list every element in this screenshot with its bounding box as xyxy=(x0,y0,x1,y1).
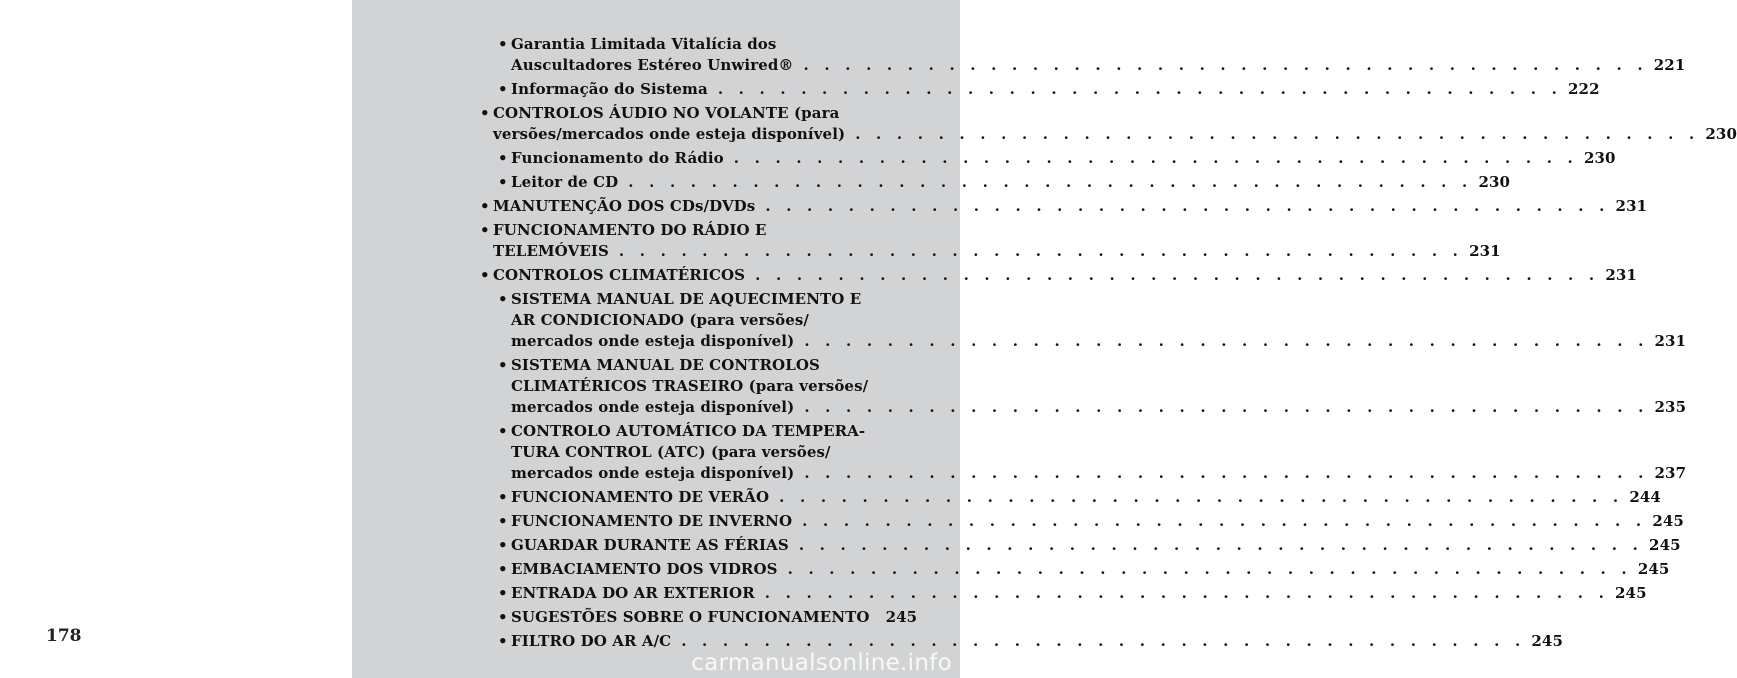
bullet-icon: • xyxy=(498,512,508,530)
toc-entry-text: mercados onde esteja disponível) xyxy=(511,332,795,350)
toc-entry-text: TURA CONTROL (ATC) (para versões/ xyxy=(511,443,831,461)
toc-entry-text: mercados onde esteja disponível) xyxy=(511,464,795,482)
bullet-icon: • xyxy=(498,80,508,98)
toc-entry[interactable] xyxy=(480,220,1501,262)
toc-entry[interactable] xyxy=(498,172,1511,193)
dot-leader: . . . . . . . . . . . . . . . . . . . . . . . . . . . . . . . . . . . . . . . . . xyxy=(804,332,1649,350)
toc-entry[interactable] xyxy=(480,265,1637,286)
dot-leader: . . . . . . . . . . . . . . . . . . . . . . . . . . . . . . . . . . . . . . . . . xyxy=(681,632,1526,650)
dot-leader: . . . . . . . . . . . . . . . . . . . . . . . . . . . . . . . . . . . . . . . . . xyxy=(802,512,1647,530)
toc-page-number: 231 xyxy=(1469,242,1501,260)
toc-entry[interactable] xyxy=(498,421,1687,484)
toc-entry-last-line xyxy=(511,397,1687,418)
toc-entry-last-line xyxy=(511,463,1687,484)
bullet-icon: • xyxy=(498,536,508,554)
toc-page-number: 230 xyxy=(1478,173,1511,191)
bullet-icon: • xyxy=(480,221,490,239)
toc-entry-text: TELEMÓVEIS xyxy=(493,242,609,260)
toc-entry[interactable] xyxy=(498,607,918,628)
dot-leader: . . . . . . . . . . . . . . . . . . . . . . . . . . . . . . . . . . . . . . . . . xyxy=(798,536,1644,554)
toc-entry-last-line xyxy=(511,148,1616,169)
toc-page-number: 245 xyxy=(1615,584,1647,602)
toc-entry-text: Informação do Sistema xyxy=(511,80,708,98)
dot-leader: . . . . . . . . . . . . . . . . . . . . . . . . . . . . . . . . . . . . . . . . . xyxy=(787,560,1632,578)
toc-entry[interactable] xyxy=(480,196,1648,217)
toc-entry-last-line xyxy=(511,559,1670,580)
toc-entry-text: CONTROLOS CLIMATÉRICOS xyxy=(493,266,746,284)
toc-entry-last-line xyxy=(511,487,1661,508)
toc-entry-text: SUGESTÕES SOBRE O FUNCIONAMENTO xyxy=(511,608,870,626)
bullet-icon: • xyxy=(498,488,508,506)
page-number: 178 xyxy=(46,626,82,646)
bullet-icon: • xyxy=(498,290,508,308)
bullet-icon: • xyxy=(498,356,508,374)
toc-entry-text: GUARDAR DURANTE AS FÉRIAS xyxy=(511,536,789,554)
toc-entry-last-line xyxy=(511,511,1684,532)
toc-entry[interactable] xyxy=(498,511,1684,532)
toc-entry-text: CONTROLOS ÁUDIO NO VOLANTE (para xyxy=(493,104,840,122)
toc-entry-text: CLIMATÉRICOS TRASEIRO (para versões/ xyxy=(511,377,869,395)
toc-entry-last-line xyxy=(511,607,918,628)
toc-entry-text: SISTEMA MANUAL DE AQUECIMENTO E xyxy=(511,290,862,308)
toc-page-number: 244 xyxy=(1629,488,1661,506)
dot-leader: . . . . . . . . . . . . . . . . . . . . . . . . . . . . . . . . . . . . . . . . . xyxy=(804,398,1649,416)
toc-entry-last-line xyxy=(493,241,1501,262)
toc-entry-last-line xyxy=(511,331,1687,352)
toc-entry[interactable] xyxy=(498,355,1687,418)
toc-entry-text: FUNCIONAMENTO DE INVERNO xyxy=(511,512,793,530)
toc-page-number: 245 xyxy=(1531,632,1564,650)
toc-entry-text: ENTRADA DO AR EXTERIOR xyxy=(511,584,755,602)
dot-leader: . . . . . . . . . . . . . . . . . . . . . . . . . . . . . . . . . . . . . . . . . xyxy=(755,266,1600,284)
dot-leader: . . . . . . . . . . . . . . . . . . . . . . . . . . . . . . . . . . . . . . . . . xyxy=(765,197,1610,215)
toc-entry-text: FUNCIONAMENTO DO RÁDIO E xyxy=(493,221,767,239)
toc-entry-last-line xyxy=(511,172,1511,193)
toc-entry[interactable] xyxy=(498,79,1600,100)
toc-page-number: 245 xyxy=(885,608,918,626)
toc-entry[interactable] xyxy=(498,487,1661,508)
toc-page-number: 230 xyxy=(1583,149,1616,167)
toc-entry[interactable] xyxy=(498,583,1647,604)
dot-leader: . . . . . . . . . . . . . . . . . . . . . . . . . . . . . . . . . . . . . . . . . xyxy=(855,125,1700,143)
toc-page-number: 231 xyxy=(1605,266,1637,284)
toc-entry[interactable] xyxy=(498,535,1681,556)
table-of-contents xyxy=(480,34,1737,655)
bullet-icon: • xyxy=(498,35,508,53)
bullet-icon: • xyxy=(498,422,508,440)
dot-leader: . . . . . . . . . . . . . . . . . . . . . . . . . . . . . . . . . . . . . . . . . xyxy=(733,149,1578,167)
toc-page-number: 231 xyxy=(1654,332,1687,350)
toc-entry-last-line xyxy=(511,583,1647,604)
toc-entry-last-line xyxy=(493,265,1637,286)
dot-leader: . . . . . . . . . . . . . . . . . . . . . . . . . . . . . . . . . . . . . . . . . xyxy=(804,464,1649,482)
toc-entry-text: AR CONDICIONADO (para versões/ xyxy=(511,311,809,329)
watermark: carmanualsonline.info xyxy=(691,650,952,676)
toc-entry-text: Leitor de CD xyxy=(511,173,619,191)
toc-entry[interactable] xyxy=(498,148,1616,169)
toc-page-number: 245 xyxy=(1637,560,1670,578)
dot-leader: . . . . . . . . . . . . . . . . . . . . . . . . . . . . . . . . . . . . . . . . . xyxy=(618,242,1464,260)
toc-entry[interactable] xyxy=(498,289,1687,352)
bullet-icon: • xyxy=(498,584,508,602)
toc-entry[interactable] xyxy=(498,34,1686,76)
toc-page-number: 222 xyxy=(1568,80,1600,98)
toc-entry-text: FUNCIONAMENTO DE VERÃO xyxy=(511,488,770,506)
toc-entry-text: EMBACIAMENTO DOS VIDROS xyxy=(511,560,778,578)
toc-page-number: 237 xyxy=(1654,464,1687,482)
toc-entry-text: Garantia Limitada Vitalícia dos xyxy=(511,35,777,53)
toc-entry-last-line xyxy=(511,535,1681,556)
toc-entry-text: versões/mercados onde esteja disponível) xyxy=(493,125,846,143)
bullet-icon: • xyxy=(480,197,490,215)
bullet-icon: • xyxy=(498,173,508,191)
left-page-area xyxy=(0,0,352,678)
dot-leader: . . . . . . . . . . . . . . . . . . . . . . . . . . . . . . . . . . . . . . . . . xyxy=(628,173,1473,191)
toc-entry-text: mercados onde esteja disponível) xyxy=(511,398,795,416)
bullet-icon: • xyxy=(498,608,508,626)
toc-entry-text: MANUTENÇÃO DOS CDs/DVDs xyxy=(493,197,756,215)
toc-page-number: 245 xyxy=(1649,536,1681,554)
toc-entry[interactable] xyxy=(498,631,1564,652)
toc-entry[interactable] xyxy=(498,559,1670,580)
toc-entry-last-line xyxy=(511,55,1686,76)
bullet-icon: • xyxy=(480,266,490,284)
toc-page-number: 235 xyxy=(1654,398,1687,416)
toc-entry-last-line xyxy=(493,196,1648,217)
bullet-icon: • xyxy=(480,104,490,122)
dot-leader: . . . . . . . . . . . . . . . . . . . . . . . . . . . . . . . . . . . . . . . . . xyxy=(779,488,1624,506)
toc-entry-text: Funcionamento do Rádio xyxy=(511,149,724,167)
dot-leader: . . . . . . . . . . . . . . . . . . . . . . . . . . . . . . . . . . . . . . . . . xyxy=(717,80,1563,98)
bullet-icon: • xyxy=(498,149,508,167)
dot-leader: . . . . . . . . . . . . . . . . . . . . . . . . . . . . . . . . . . . . . . . . . xyxy=(764,584,1609,602)
toc-page-number: 231 xyxy=(1615,197,1648,215)
toc-entry-text: SISTEMA MANUAL DE CONTROLOS xyxy=(511,356,820,374)
toc-page-number: 221 xyxy=(1653,56,1686,74)
toc-entry-last-line xyxy=(493,124,1737,145)
toc-entry-text: CONTROLO AUTOMÁTICO DA TEMPERA- xyxy=(511,422,866,440)
bullet-icon: • xyxy=(498,560,508,578)
toc-page-number: 230 xyxy=(1705,125,1737,143)
bullet-icon: • xyxy=(498,632,508,650)
toc-entry-last-line xyxy=(511,79,1600,100)
dot-leader: . . . . . . . . . . . . . . . . . . . . . . . . . . . . . . . . . . . . . . . . . xyxy=(803,56,1648,74)
toc-entry[interactable] xyxy=(480,103,1737,145)
toc-entry-text: FILTRO DO AR A/C xyxy=(511,632,672,650)
toc-page-number: 245 xyxy=(1652,512,1684,530)
toc-entry-text: Auscultadores Estéreo Unwired® xyxy=(511,56,794,74)
toc-entry-last-line xyxy=(511,631,1564,652)
